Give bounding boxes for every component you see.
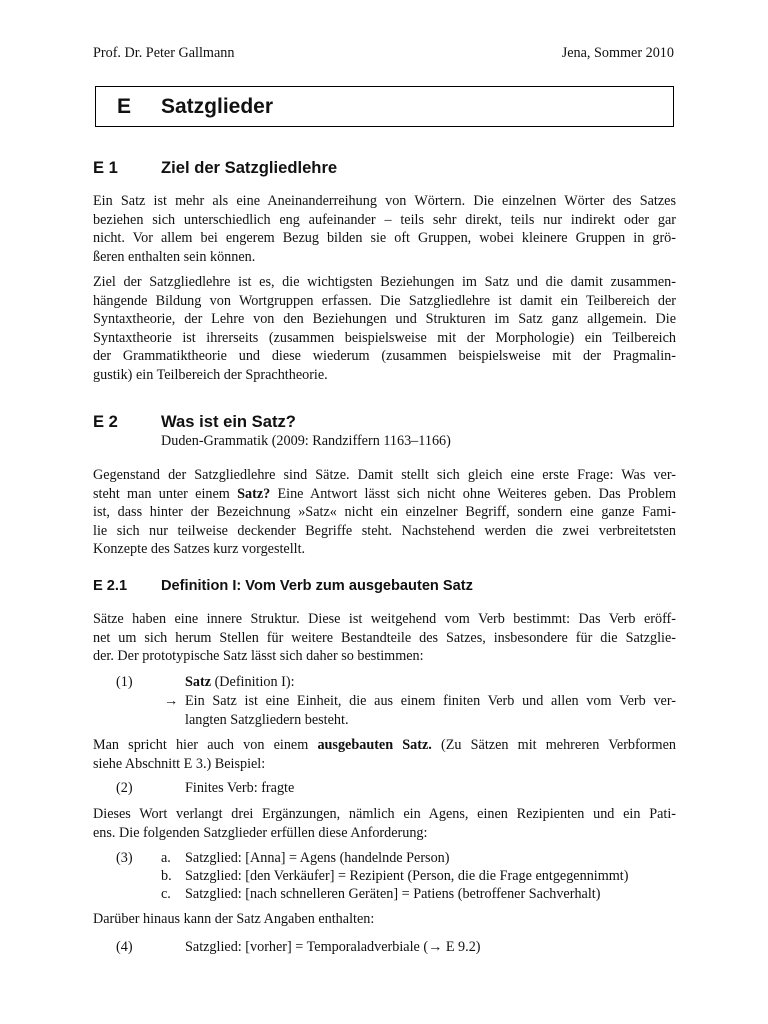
header-place-date: Jena, Sommer 2010: [561, 45, 674, 61]
section-e2-paragraph-1: [93, 466, 676, 559]
chapter-title: Satzglieder: [161, 95, 274, 118]
text-run: Man spricht hier auch von einem: [93, 737, 318, 753]
example-4-number: (4): [116, 939, 133, 955]
text-line: ßeren enthalten sein können.: [93, 248, 256, 265]
text-run: Eine Antwort lässt sich nicht ohne Weiteres geben. Das Problem: [270, 485, 676, 502]
text-line: beziehen sich unterschiedlich eng aufeinander – teils sehr direkt, teils nur indirekt oder gar: [93, 211, 676, 228]
section-e2-title: Was ist ein Satz?: [161, 412, 296, 431]
text-run: (Definition I):: [211, 674, 295, 690]
text-line: langten Satzgliedern besteht.: [185, 711, 349, 728]
text-line: Ziel der Satzgliedlehre ist es, die wichtigsten Beziehungen im Satz und die damit zusammen-: [93, 274, 676, 290]
example-3-item-a: Satzglied: [Anna] = Agens (handelnde Person): [185, 850, 450, 866]
section-e2-number: E 2: [93, 412, 118, 431]
text-line: hängende Bildung von Wortgruppen erfassen. Die Satzgliedlehre ist damit ein Teilbereich der: [93, 292, 676, 309]
section-e1-paragraph-1: [93, 192, 676, 266]
section-e21-number: E 2.1: [93, 578, 128, 594]
text-line: lie sich nur teilweise deckender Begriffe steht. Nachstehend werden die zwei verbreitetsten: [93, 522, 676, 539]
text-line: Syntaxtheorie, der Lehre von den Beziehungen und Strukturen im Satz ganz allgemein. Die: [93, 311, 676, 328]
example-1-definition: [185, 692, 676, 729]
text-line: [93, 485, 676, 504]
text-line: der Grammatiktheorie und diese wiederum (zusammen beispielsweise mit der Pragmalin-: [93, 348, 676, 365]
text-line: Syntaxtheorie ist ihrerseits (zusammen beispielsweise mit der Morphologie) ein Teilbereich: [93, 329, 676, 346]
text-line: der. Der prototypische Satz lässt sich daher so bestimmen:: [93, 648, 424, 665]
section-e1-title: Ziel der Satzgliedlehre: [161, 158, 338, 177]
section-e21-paragraph-2: [93, 736, 676, 773]
example-2-text: Finites Verb: fragte: [185, 780, 295, 796]
text-line: Ein Satz ist eine Einheit, die aus einem finiten Verb und allen vom Verb ver-: [185, 693, 676, 709]
example-1-heading: [185, 673, 295, 692]
example-1-number: (1): [116, 674, 133, 690]
section-e21-paragraph-1: [93, 610, 676, 666]
section-e21-paragraph-4: Darüber hinaus kann der Satz Angaben enthalten:: [93, 911, 375, 927]
section-e2-reference: Duden-Grammatik (2009: Randziffern 1163–1166): [161, 433, 451, 449]
text-run: steht man unter einem: [93, 485, 238, 502]
text-run: (Zu Sätzen mit mehreren Verbformen: [431, 737, 676, 753]
text-line: ens. Die folgenden Satzglieder erfüllen diese Anforderung:: [93, 824, 428, 841]
section-e1-paragraph-2: [93, 273, 676, 385]
text-line: Sätze haben eine innere Struktur. Diese ist weitgehend vom Verb bestimmt: Das Verb eröff-: [93, 611, 676, 627]
text-line: Ein Satz ist mehr als eine Aneinanderreihung von Wörtern. Die einzelnen Wörter des Satzes: [93, 193, 676, 209]
section-e21-paragraph-3: [93, 805, 676, 842]
header-author: Prof. Dr. Peter Gallmann: [93, 45, 235, 61]
example-3-item-b: Satzglied: [den Verkäufer] = Rezipient (Person, die die Frage entgegennimmt): [185, 868, 629, 884]
text-line: Dieses Wort verlangt drei Ergänzungen, nämlich ein Agens, einen Rezipienten und ein Pati-: [93, 806, 676, 822]
section-e21-title: Definition I: Vom Verb zum ausgebauten Satz: [161, 578, 473, 594]
text-line: Gegenstand der Satzgliedlehre sind Sätze. Damit stellt sich gleich eine erste Frage: Was ver-: [93, 467, 676, 483]
bold-term: Satz?: [237, 485, 271, 502]
example-3-label-c: c.: [161, 886, 171, 902]
text-line: net um sich herum Stellen für weitere Bestandteile des Satzes, insbesondere für die Satzglie-: [93, 629, 676, 646]
text-line: nicht. Vor allem bei engerem Bezug bilden sie oft Gruppen, wobei kleinere Gruppen in grö-: [93, 230, 676, 247]
text-line: ist, dass hinter der Bezeichnung »Satz« nicht ein einzelner Begriff, sondern eine ganze Fami-: [93, 504, 676, 521]
example-3-number: (3): [116, 850, 133, 866]
example-3-item-c: Satzglied: [nach schnelleren Geräten] = Patiens (betroffener Sachverhalt): [185, 886, 601, 902]
text-line: gustik) ein Teilbereich der Sprachtheorie.: [93, 366, 328, 383]
section-e1-number: E 1: [93, 158, 118, 177]
example-3-label-a: a.: [161, 850, 171, 866]
chapter-letter: E: [117, 95, 132, 118]
example-4-text: Satzglied: [vorher] = Temporaladverbiale (→ E 9.2): [185, 939, 481, 955]
bold-term: ausgebauten Satz.: [317, 737, 432, 753]
arrow-icon: →: [164, 693, 179, 709]
bold-term: Satz: [185, 674, 212, 690]
text-line: Konzepte des Satzes kurz vorgestellt.: [93, 541, 306, 558]
text-line: [93, 736, 676, 755]
example-2-number: (2): [116, 780, 133, 796]
example-3-label-b: b.: [161, 868, 172, 884]
text-line: siehe Abschnitt E 3.) Beispiel:: [93, 755, 266, 772]
